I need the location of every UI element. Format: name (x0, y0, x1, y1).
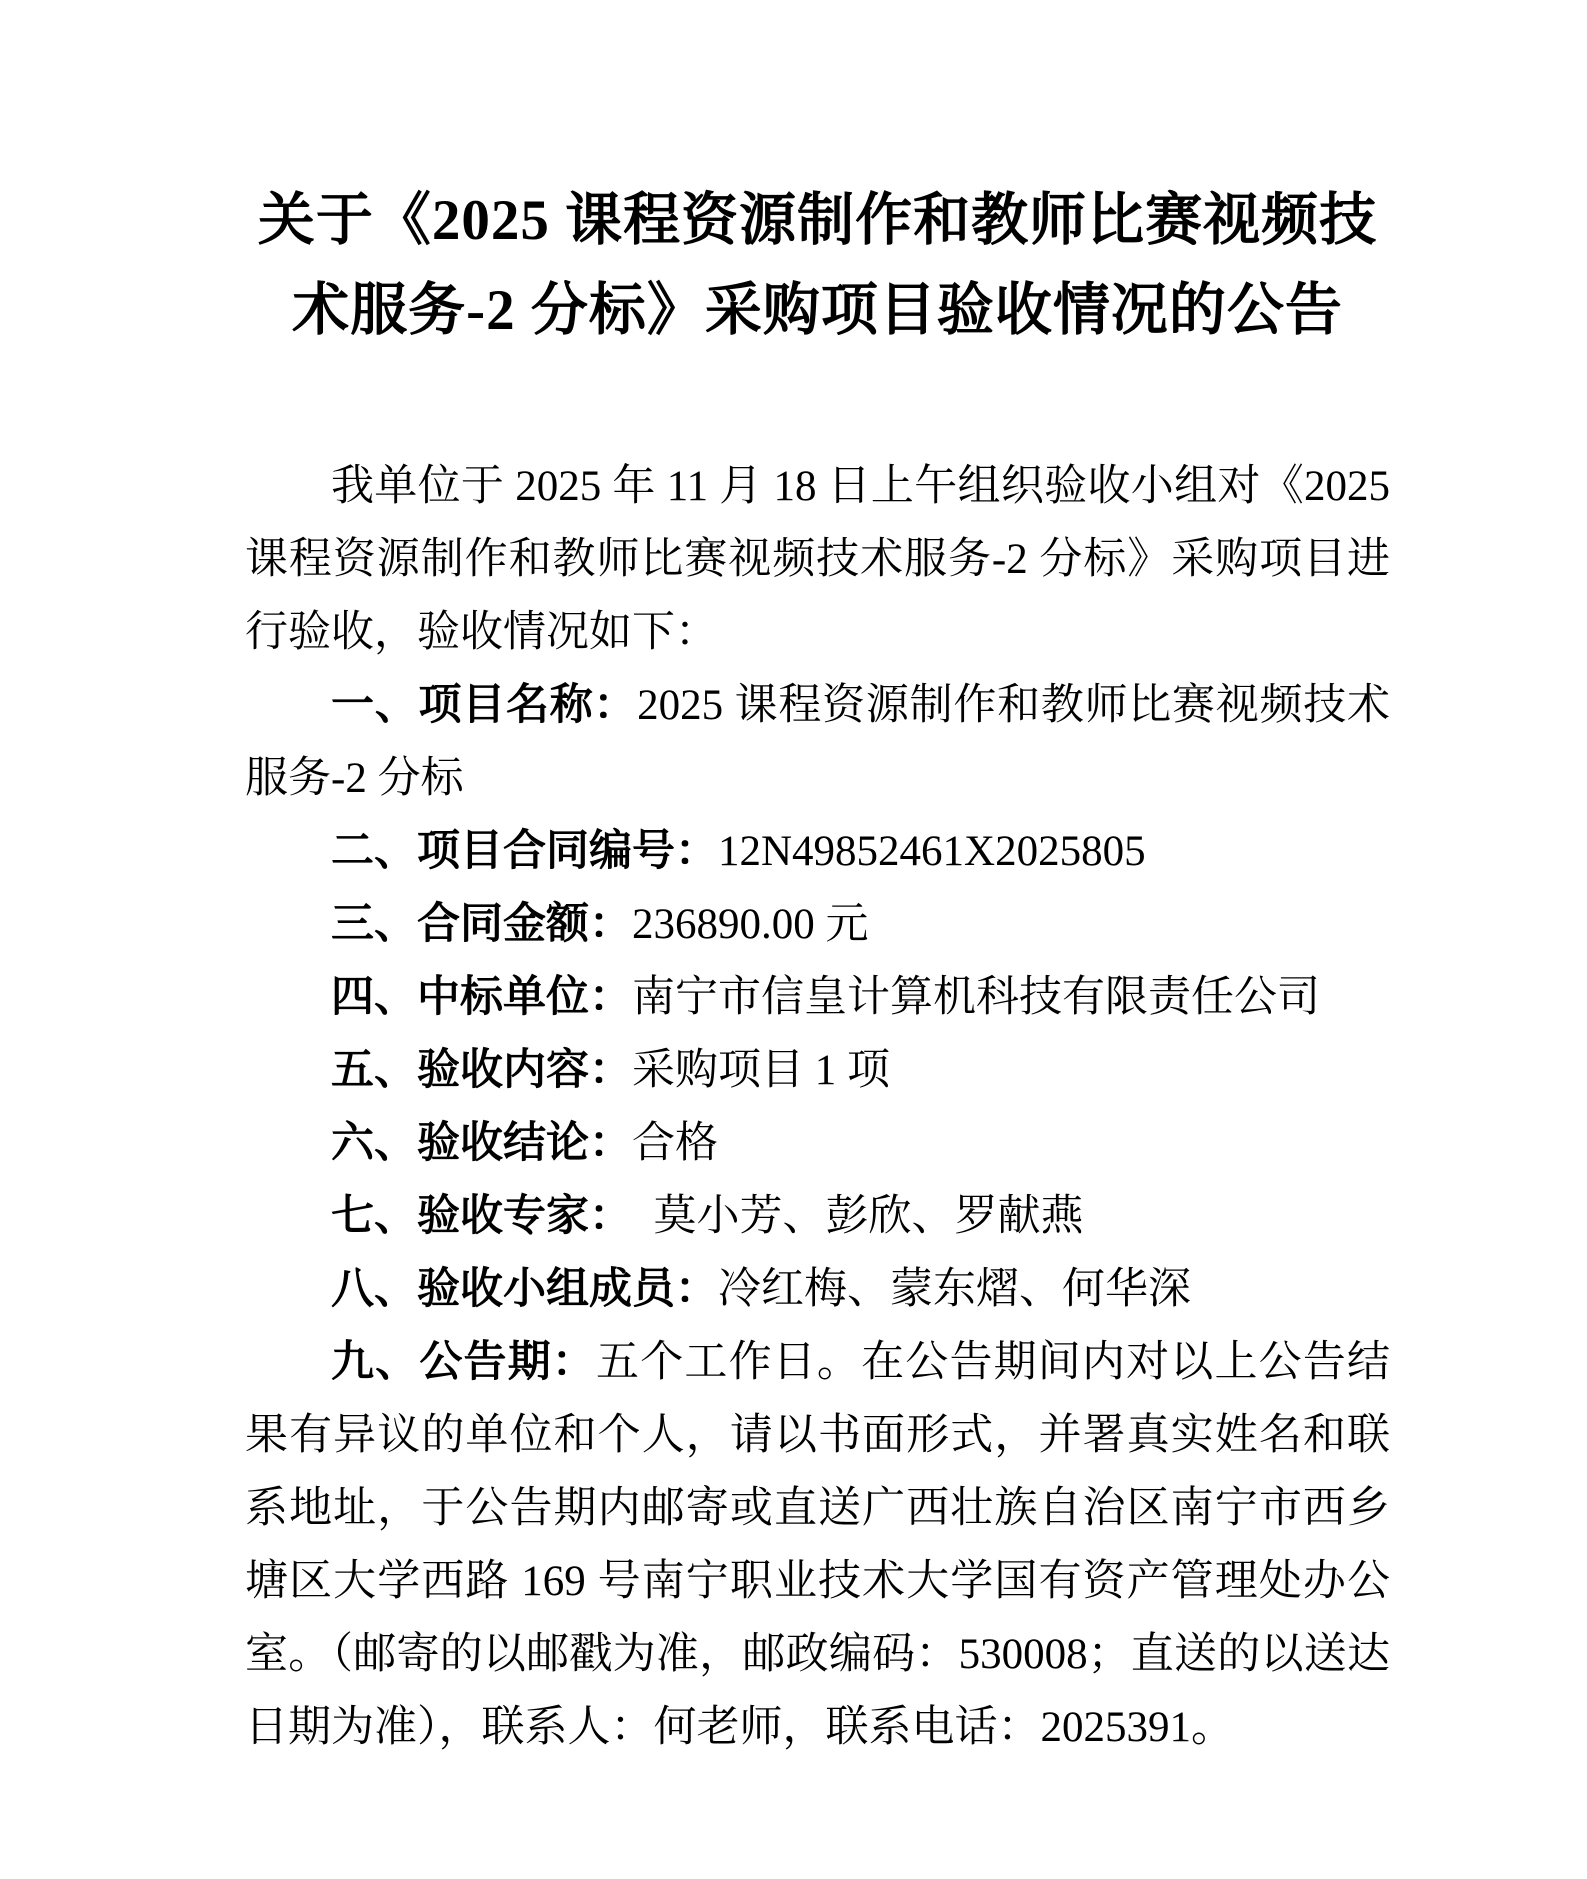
item-acceptance-conclusion-label: 六、验收结论： (331, 1119, 632, 1168)
item-acceptance-team-label: 八、验收小组成员： (331, 1265, 718, 1314)
item-contract-amount (245, 888, 1390, 961)
item-contract-number (245, 815, 1390, 888)
item-winning-bidder-label: 四、中标单位： (331, 973, 632, 1022)
item-acceptance-team-value: 冷红梅、蒙东熠、何华深 (718, 1266, 1191, 1314)
item-winning-bidder (245, 961, 1390, 1034)
item-announcement-period-value: 五个工作日。在公告期间内对以上公告结果有异议的单位和个人，请以书面形式，并署真实姓名和联系地址，于公告期内邮寄或直送广西壮族自治区南宁市西乡塘区大学西路 169 号南宁职业技术大学国有资产管理处办公室。（邮寄的以邮戳为准，邮政编码：530008；直送的以送达日期为准），联系人：何老师，联系电话：2025391。 (245, 1339, 1391, 1752)
document-title-line-2: 术服务-2 分标》采购项目验收情况的公告 (292, 279, 1343, 343)
item-contract-number-label: 二、项目合同编号： (331, 827, 718, 876)
item-acceptance-experts-label: 七、验收专家： (331, 1192, 611, 1241)
document-body (245, 450, 1390, 1764)
item-acceptance-team (245, 1253, 1390, 1326)
item-acceptance-conclusion-value: 合格 (632, 1120, 718, 1168)
item-project-name-label: 一、项目名称： (331, 681, 638, 730)
item-winning-bidder-value: 南宁市信皇计算机科技有限责任公司 (632, 974, 1320, 1022)
item-acceptance-content-value: 采购项目 1 项 (632, 1047, 890, 1095)
document-title (245, 176, 1390, 356)
item-acceptance-content-label: 五、验收内容： (331, 1046, 632, 1095)
item-acceptance-experts (245, 1180, 1390, 1253)
item-acceptance-experts-value: 莫小芳、彭欣、罗献燕 (610, 1193, 1084, 1241)
item-acceptance-content (245, 1034, 1390, 1107)
item-project-name (245, 669, 1390, 815)
paragraph-intro (245, 450, 1390, 669)
item-contract-number-value: 12N49852461X2025805 (718, 828, 1146, 876)
document-title-line-1: 关于《2025 课程资源制作和教师比赛视频技 (257, 189, 1378, 253)
paragraph-intro-text: 我单位于 2025 年 11 月 18 日上午组织验收小组对《2025 课程资源制作和教师比赛视频技术服务-2 分标》采购项目进行验收，验收情况如下： (245, 463, 1390, 657)
item-announcement-period-label: 九、公告期： (331, 1338, 597, 1387)
item-announcement-period (245, 1326, 1390, 1764)
item-project-name-value: 2025 课程资源制作和教师比赛视频技术服务-2 分标 (245, 682, 1391, 803)
item-contract-amount-label: 三、合同金额： (331, 900, 632, 949)
item-contract-amount-value: 236890.00 元 (632, 901, 869, 949)
item-acceptance-conclusion (245, 1107, 1390, 1180)
